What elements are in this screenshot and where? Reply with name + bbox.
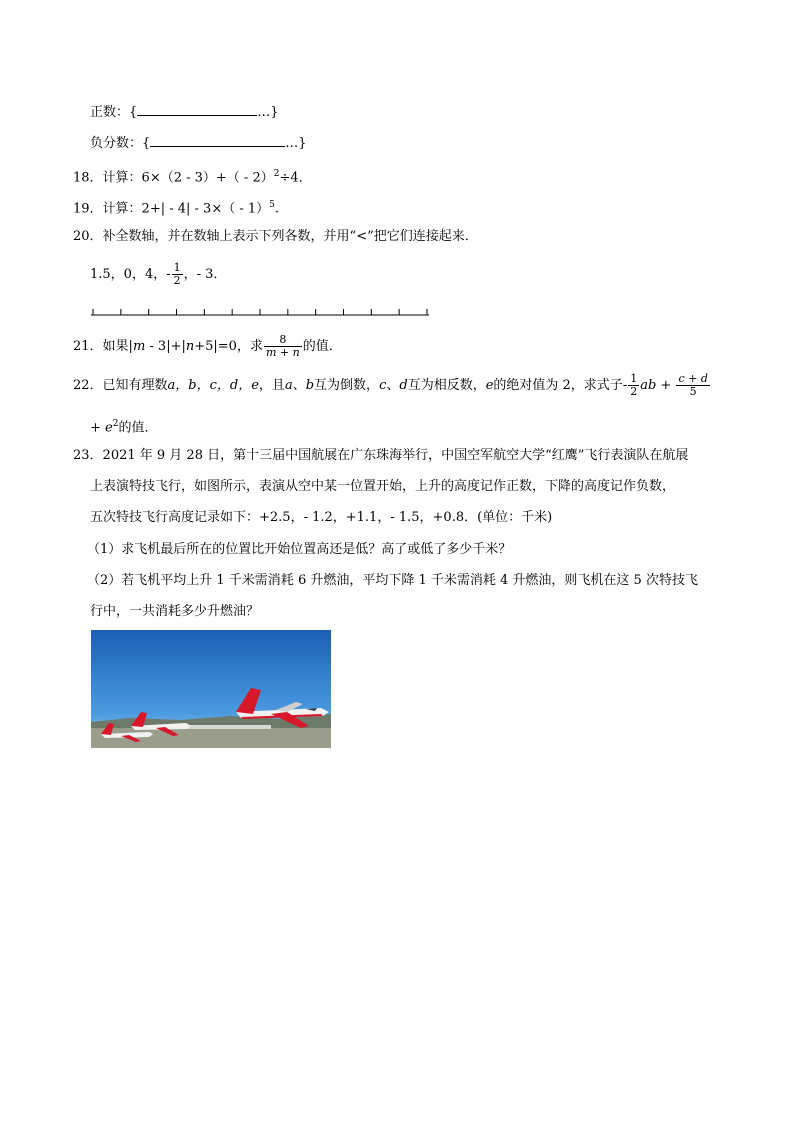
q20-nums-a: 1.5，0，4， (90, 267, 167, 282)
q22-fraction-1 (628, 373, 639, 398)
q22-f1-sign: - (622, 378, 628, 393)
q22-mid2: 互为倒数， (314, 378, 380, 393)
negfrac-tail: …} (285, 136, 307, 151)
airshow-photo (91, 630, 331, 748)
question-18 (73, 165, 312, 187)
q21-mid2: +5|=0，求 (194, 339, 263, 354)
q22-e: e (105, 420, 113, 436)
q21-var-m: m (132, 339, 146, 354)
q22-f2-den: 5 (676, 385, 709, 398)
positive-blank[interactable] (137, 103, 257, 116)
q23-sub-2a: （2）若飞机平均上升 1 千米需消耗 6 升燃油，平均下降 1 千米需消耗 4 升燃油，则飞机在这 5 次特技飞 (87, 573, 698, 588)
q23-line-3: 五次特技飞行高度记录如下：+2.5，- 1.2，+1.1，- 1.5，+0.8．(单位：千米) (90, 510, 553, 525)
q21-var-n: n (185, 339, 195, 354)
q22-fraction-2 (676, 373, 709, 398)
question-22 (73, 372, 711, 400)
q18-exponent: 2 (273, 169, 280, 179)
negfrac-blank[interactable] (150, 134, 285, 147)
q20-nums-b: ，- 3． (183, 267, 227, 282)
positive-tail: …} (257, 105, 279, 120)
q20-frac-sign: - (166, 267, 171, 282)
q22-mid3: 互为相反数， (407, 378, 486, 393)
q22-f1-num: 1 (630, 372, 638, 385)
positive-label: 正数：{ (90, 105, 138, 120)
q21-frac-den: m + n (265, 346, 300, 359)
question-21 (73, 333, 342, 361)
question-20 (73, 228, 478, 246)
q18-text: 18．计算：6×（2 - 3）+（ - 2） (73, 170, 274, 186)
q22-mid4: 的绝对值为 2，求式子 (493, 378, 623, 393)
q21-fraction (264, 334, 302, 359)
q22-pre: 22．已知有理数 (73, 378, 168, 393)
negative-fraction-set-line (90, 134, 307, 153)
q23-line-2: 上表演特技飞行，如图所示，表演从空中某一位置开始，上升的高度记作正数，下降的高度记作负数， (90, 479, 676, 494)
q21-frac-num: 8 (279, 333, 287, 346)
q22-sep2: 、 (386, 378, 400, 393)
q21-mid1: - 3|+| (145, 339, 186, 354)
q22-var-c: c (379, 378, 387, 393)
q22-var-b: b (305, 378, 315, 393)
negfrac-label: 负分数：{ (90, 136, 151, 151)
q23-line-1: 23．2021 年 9 月 28 日，第十三届中国航展在广东珠海举行，中国空军航空大学“红鹰”飞行表演队在航展 (73, 448, 689, 463)
q22-sep1: 、 (292, 378, 306, 393)
q20-frac-num: 1 (173, 261, 181, 274)
q19-tail: . (274, 201, 280, 217)
q22-line2-pre: + (90, 420, 106, 436)
q22-plus: + (656, 378, 676, 393)
q20-text: 20．补全数轴，并在数轴上表示下列各数，并用“<”把它们连接起来． (73, 229, 478, 244)
question-19 (73, 196, 279, 218)
q20-fraction (172, 262, 183, 287)
q21-post: 的值． (302, 339, 342, 354)
q22-var-a: a (284, 378, 293, 393)
q22-var-d: d (399, 378, 408, 393)
q22-vars: a，b，c，d，e (167, 378, 259, 393)
q22-f2-num: c + d (678, 372, 708, 385)
positive-set-line (90, 103, 279, 122)
number-line[interactable] (91, 305, 429, 319)
q22-mid1: ，且 (258, 378, 285, 393)
q22-line2-post: 的值． (118, 420, 158, 436)
q22-var-e: e (485, 378, 494, 393)
q20-numbers (90, 262, 226, 288)
q19-exponent: 5 (269, 200, 275, 210)
q18-tail: ÷4． (279, 170, 312, 186)
q19-text: 19．计算：2+| - 4| - 3×（ - 1） (73, 201, 270, 217)
q20-frac-den: 2 (173, 274, 181, 287)
q23-sub-2b: 行中，一共消耗多少升燃油？ (90, 604, 260, 619)
q22-line-2 (90, 415, 157, 437)
q22-e-exponent: 2 (112, 419, 119, 429)
q21-pre: 21．如果| (73, 339, 133, 354)
q22-f1-den: 2 (630, 385, 638, 398)
q23-sub-1: （1）求飞机最后所在的位置比开始位置高还是低？高了或低了多少千米？ (87, 542, 512, 557)
q22-ab: ab (640, 378, 657, 393)
